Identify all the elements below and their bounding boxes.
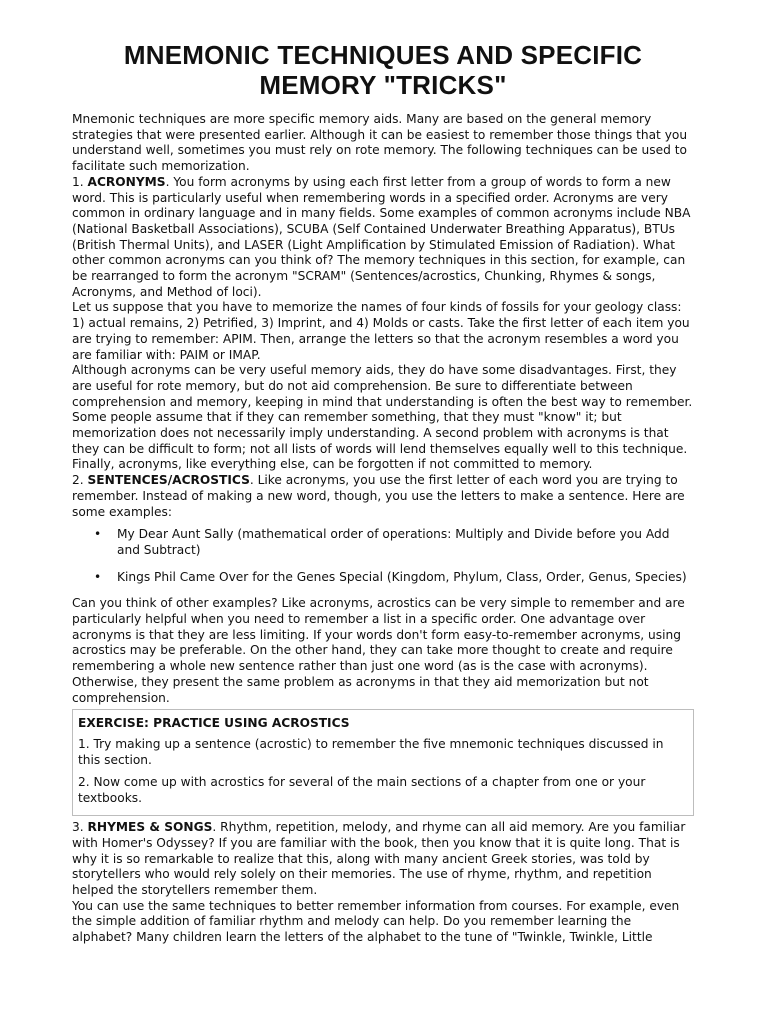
intro-paragraph: Mnemonic techniques are more specific memory aids. Many are based on the general memory strategies that were presented earlier. Although it can be easiest to remember those things that you understand well, sometimes you must rely on rote memory. The following techniques can be used to facilitate such memorization.	[72, 112, 688, 174]
sentences-text: . Like acronyms, you use the first letter of each word you are trying to remember. Instead of making a new word, though, you use the letters to make a sentence. Here are some examples:	[72, 473, 685, 519]
sentences-followup-paragraph: Can you think of other examples? Like acronyms, acrostics can be very simple to remember and are particularly helpful when you need to remember a list in a specific order. One advantage over acronyms is that they are less limiting. If your words don't form easy-to-remember acronyms, using acrostics may be preferable. On the other hand, they can take more thought to create and require remembering a whole new sentence rather than just one word (as is the case with acronyms). Otherwise, they present the same problem as acronyms in that they aid memorization but not comprehension.	[72, 596, 685, 705]
bullet-icon: •	[94, 527, 102, 542]
acronyms-paragraph	[72, 175, 694, 301]
acronyms-number: 1.	[72, 174, 88, 189]
sentences-heading: SENTENCES/ACROSTICS	[87, 473, 250, 488]
exercise-title: EXERCISE: PRACTICE USING ACROSTICS	[78, 716, 350, 731]
exercise-item: 2. Now come up with acrostics for several of the main sections of a chapter from one or your textbooks.	[78, 775, 646, 806]
list-item-text: Kings Phil Came Over for the Genes Special (Kingdom, Phylum, Class, Order, Genus, Species)	[117, 570, 687, 585]
exercise-item: 1. Try making up a sentence (acrostic) to remember the five mnemonic techniques discussed in this section.	[78, 737, 664, 768]
rhymes-paragraph	[72, 820, 694, 899]
rhymes-followup-paragraph: You can use the same techniques to better remember information from courses. For example, even the simple addition of familiar rhythm and melody can help. Do you remember learning the alphabet? Many children learn the letters of the alphabet to the tune of "Twinkle, Twinkle, Little	[72, 898, 680, 945]
rhymes-text: . Rhythm, repetition, melody, and rhyme can all aid memory. Are you familiar with Homer's Odyssey? If you are familiar with the book, then you know that it is quite long. That is why it is so remarkable to realize that this, along with many ancient Greek stories, was told by storytellers who would rely solely on their memories. The use of rhyme, rhythm, and repetition helped the storytellers remember them.	[72, 820, 686, 898]
page-title: MNEMONIC TECHNIQUES AND SPECIFIC MEMORY "TRICKS"	[123, 40, 643, 100]
document-page	[72, 40, 694, 946]
acronyms-fossils-paragraph: Let us suppose that you have to memorize the names of four kinds of fossils for your geology class: 1) actual remains, 2) Petrified, 3) Imprint, and 4) Molds or casts. Take the first letter of each item you are trying to remember: APIM. Then, arrange the letters so that the acronym resembles a word you are familiar with: PAIM or IMAP.	[72, 300, 690, 362]
acronyms-heading: ACRONYMS	[87, 174, 166, 189]
acrostic-examples-list	[72, 526, 694, 585]
rhymes-heading: RHYMES & SONGS	[87, 820, 213, 835]
list-item-text: My Dear Aunt Sally (mathematical order of operations: Multiply and Divide before you Add and Subtract)	[117, 527, 670, 558]
bullet-icon: •	[94, 570, 102, 585]
sentences-paragraph	[72, 473, 694, 520]
acronyms-text: . You form acronyms by using each first letter from a group of words to form a new word. This is particularly useful when remembering words in a specified order. Acronyms are very common in ordinary language and in many fields. Some examples of common acronyms include NBA (National Basketball Associations), SCUBA (Self Contained Underwater Breathing Apparatus), BTUs (British Thermal Units), and LASER (Light Amplification by Stimulated Emission of Radiation). What other common acronyms can you think of? The memory techniques in this section, for example, can be rearranged to form the acronym "SCRAM" (Sentences/acrostics, Chunking, Rhymes & songs, Acronyms, and Method of loci).	[72, 174, 691, 299]
exercise-box	[72, 709, 694, 816]
sentences-number: 2.	[72, 473, 88, 488]
acronyms-disadvantages-paragraph: Although acronyms can be very useful memory aids, they do have some disadvantages. First, they are useful for rote memory, but do not aid comprehension. Be sure to differentiate between comprehension and memory, keeping in mind that understanding is often the best way to remember. Some people assume that if they can remember something, that they must "know" it; but memorization does not necessarily imply understanding. A second problem with acronyms is that they can be difficult to form; not all lists of words will lend themselves equally well to this technique. Finally, acronyms, like everything else, can be forgotten if not committed to memory.	[72, 363, 693, 472]
list-item	[72, 569, 694, 585]
list-item	[72, 526, 694, 558]
rhymes-number: 3.	[72, 820, 88, 835]
